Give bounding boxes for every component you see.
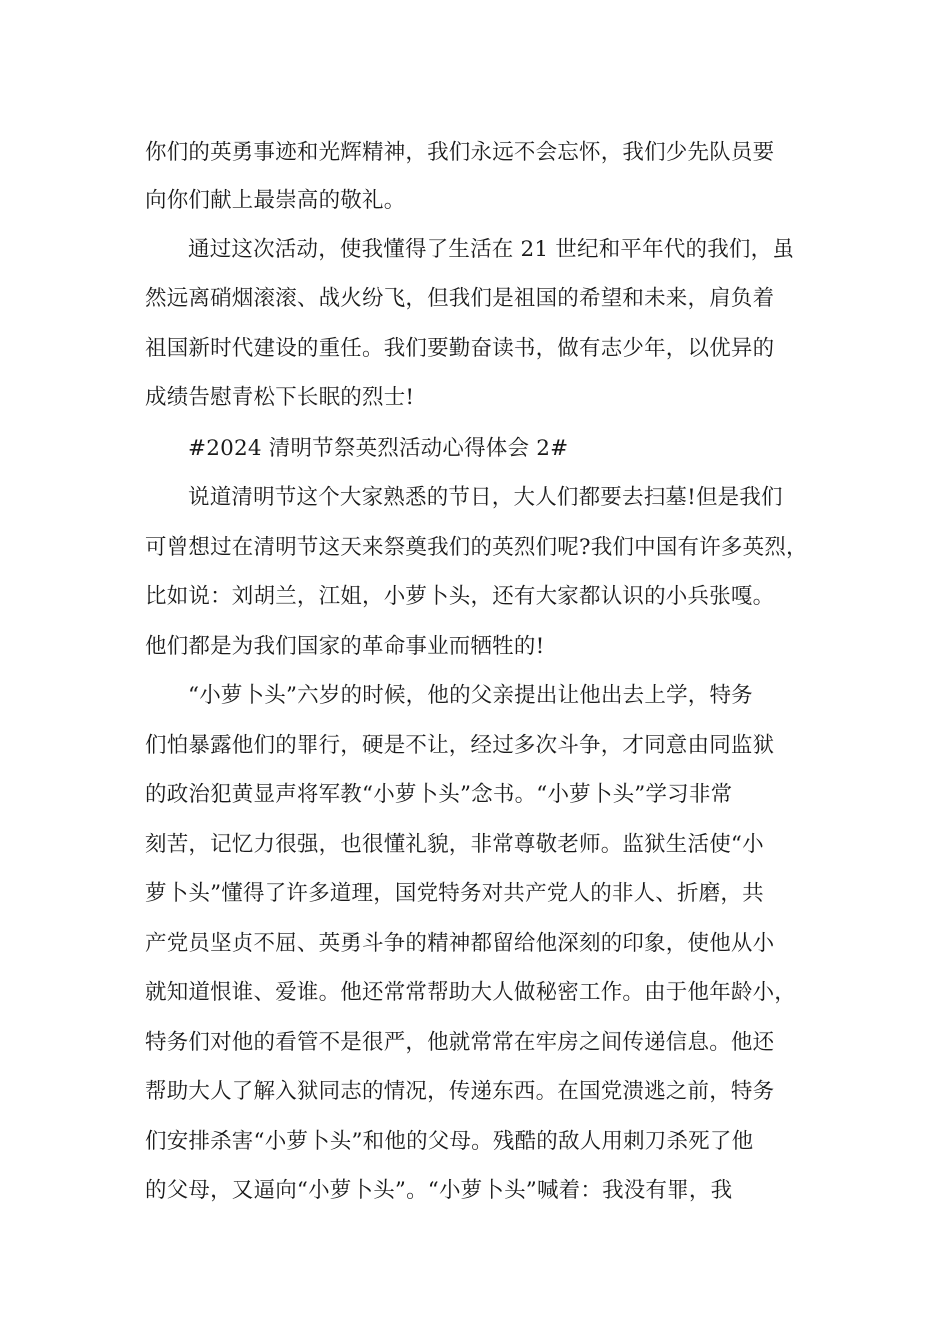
- text-line: 通过这次活动，使我懂得了生活在 21 世纪和平年代的我们，虽: [188, 237, 795, 262]
- text-line: 成绩告慰青松下长眠的烈士!: [145, 385, 415, 410]
- text-line: 刻苦，记忆力很强，也很懂礼貌，非常尊敬老师。监狱生活使“小: [145, 832, 764, 857]
- text-line: 就知道恨谁、爱谁。他还常常帮助大人做秘密工作。由于他年龄小，: [145, 980, 797, 1005]
- text-line: 们安排杀害“小萝卜头”和他的父母。残酷的敌人用刺刀杀死了他: [145, 1129, 754, 1154]
- text-line: 特务们对他的看管不是很严，他就常常在牢房之间传递信息。他还: [145, 1030, 775, 1055]
- text-line: 祖国新时代建设的重任。我们要勤奋读书，做有志少年，以优异的: [145, 336, 775, 361]
- text-line: 产党员坚贞不屈、英勇斗争的精神都留给他深刻的印象，使他从小: [145, 931, 775, 956]
- text-line: 向你们献上最崇高的敬礼。: [145, 188, 406, 213]
- text-line: 然远离硝烟滚滚、战火纷飞，但我们是祖国的希望和未来，肩负着: [145, 286, 775, 311]
- text-line: 比如说：刘胡兰，江姐，小萝卜头，还有大家都认识的小兵张嘎。: [145, 584, 775, 609]
- text-line: 可曾想过在清明节这天来祭奠我们的英烈们呢?我们中国有许多英烈，: [145, 535, 808, 560]
- text-line: 萝卜头”懂得了许多道理，国党特务对共产党人的非人、折磨，共: [145, 881, 764, 906]
- text-line: 的政治犯黄显声将军教“小萝卜头”念书。“小萝卜头”学习非常: [145, 782, 733, 807]
- text-line: 的父母，又逼向“小萝卜头”。“小萝卜头”喊着：我没有罪，我: [145, 1178, 733, 1203]
- text-line: 他们都是为我们国家的革命事业而牺牲的!: [145, 634, 545, 659]
- text-line: 你们的英勇事迹和光辉精神，我们永远不会忘怀，我们少先队员要: [145, 140, 775, 165]
- text-line: 说道清明节这个大家熟悉的节日，大人们都要去扫墓!但是我们: [188, 485, 783, 510]
- text-line: “小萝卜头”六岁的时候，他的父亲提出让他出去上学，特务: [188, 683, 753, 708]
- text-line: 们怕暴露他们的罪行，硬是不让，经过多次斗争，才同意由同监狱: [145, 733, 775, 758]
- section-heading: #2024 清明节祭英烈活动心得体会 2#: [188, 436, 569, 461]
- text-line: 帮助大人了解入狱同志的情况，传递东西。在国党溃逃之前，特务: [145, 1079, 775, 1104]
